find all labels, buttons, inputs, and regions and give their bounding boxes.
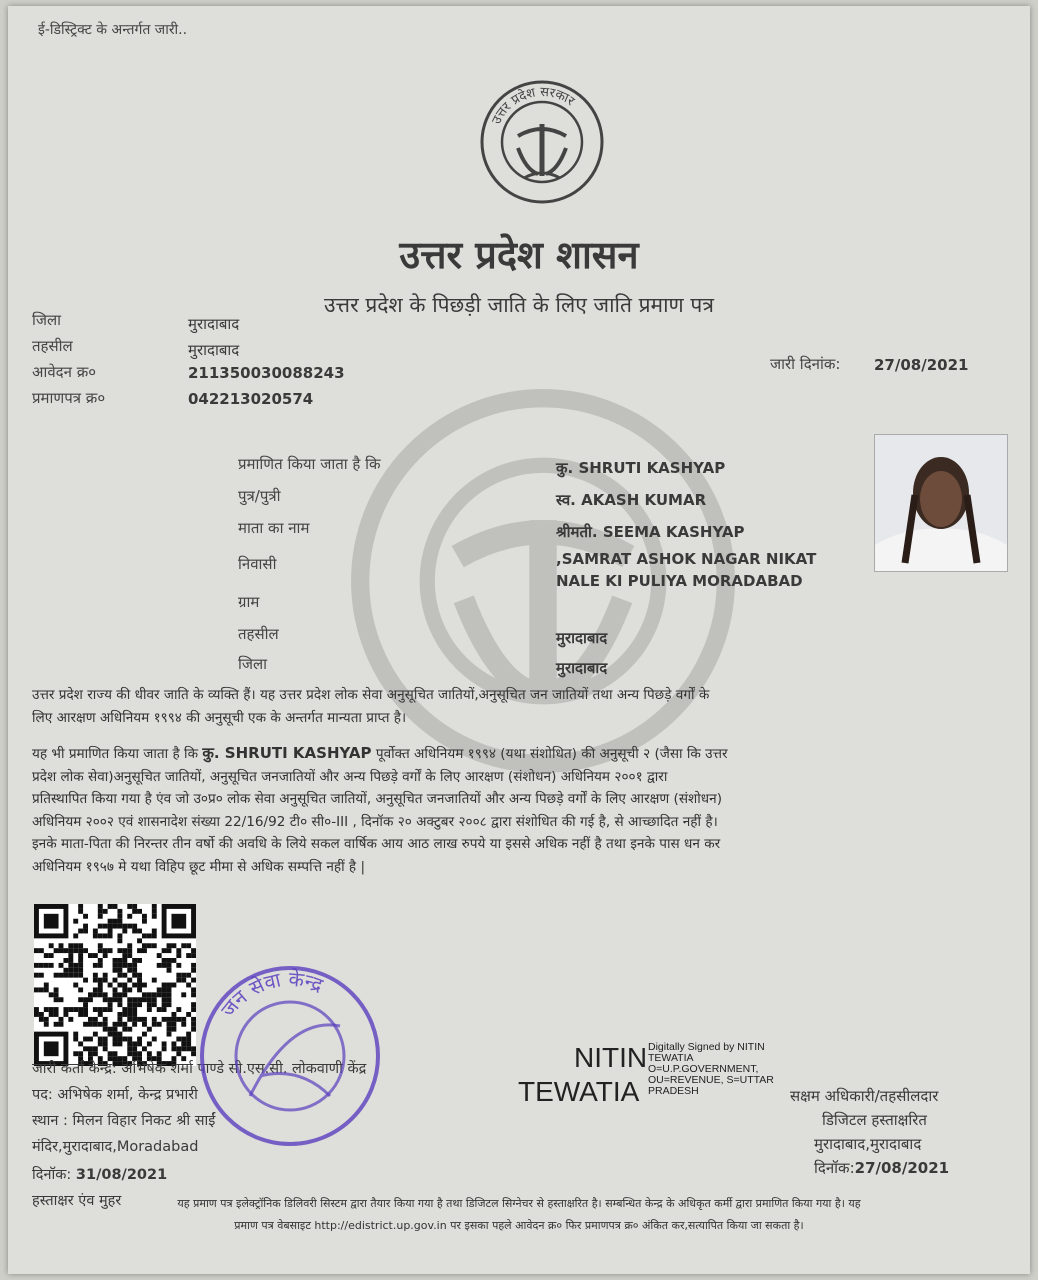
officer-date-value: 27/08/2021 (854, 1159, 950, 1177)
resident-label: निवासी (238, 555, 277, 573)
digital-signature-details: Digitally Signed by NITIN TEWATIA O=U.P.GOVERNMENT, OU=REVENUE, S=UTTAR PRADESH (648, 1041, 774, 1097)
qr-code (34, 904, 196, 1066)
district-label: जिला (32, 311, 62, 329)
application-value: 211350030088243 (188, 364, 345, 382)
person-name: कु. SHRUTI KASHYAP (556, 459, 726, 477)
officer-digitally-signed: डिजिटल हस्ताक्षरित (822, 1111, 927, 1129)
details-district-value: मुरादाबाद (556, 659, 608, 677)
tehsil-value: मुरादाबाद (188, 341, 240, 359)
paragraph-certification-line-2: प्रदेश लोक सेवा)अनुसूचित जातियों, अनुसूचित जनजातियों और अन्य पिछड़े वर्गों के लिए आरक्षण (संशोधन) अधिनियम २००१ द्वारा (32, 768, 668, 785)
issuer-place-line-1: स्थान : मिलन विहार निकट श्री साईं (32, 1113, 216, 1129)
tehsil-label: तहसील (32, 337, 73, 355)
district-value: मुरादाबाद (188, 315, 240, 333)
issuer-date-value: 31/08/2021 (75, 1167, 168, 1183)
paragraph-caste-line-2: लिए आरक्षण अधिनियम १९९४ की अनुसूची एक के अन्तर्गत मान्यता प्राप्त है। (32, 709, 407, 726)
cert-post-text: पूर्वोक्त अधिनियम १९९४ (यथा संशोधित) की अनुसूची २ (जैसा कि उत्तर (375, 746, 728, 762)
issuing-centre: जारी कर्ता केन्द्र: अभिषेक शर्मा पाण्डे सी.एस.सी. लोकवाणी केंद्र (32, 1061, 367, 1077)
signature-seal-label: हस्ताक्षर एंव मुहर (32, 1193, 122, 1209)
issuer-date (32, 1164, 167, 1184)
issue-date-label: जारी दिनांक: (770, 355, 841, 373)
village-label: ग्राम (238, 593, 260, 611)
svg-text:जन सेवा केन्द्र: जन सेवा केन्द्र (215, 966, 327, 1022)
government-title: उत्तर प्रदेश शासन (399, 232, 639, 277)
address-line-2: NALE KI PULIYA MORADABAD (556, 572, 803, 590)
parent-label: पुत्र/पुत्री (238, 487, 281, 505)
footer-line-1: यह प्रमाण पत्र इलेक्ट्रॉनिक डिलिवरी सिस्टम द्वारा तैयार किया गया है तथा डिजिटल सिग्नेचर से हस्ताक्षरित है। सम्बन्धित केन्द्र के अधिकृत कर्मी द्वारा प्रमाणित किया गया है। यह (177, 1197, 861, 1210)
paragraph-certification-line-5: इनके माता-पिता की निरन्तर तीन वर्षो की अवधि के लिये सकल वार्षिक आय आठ लाख रुपये या इससे अधिक नहीं है तथा इनके पास धन कर (32, 836, 721, 852)
mother-label: माता का नाम (238, 519, 310, 537)
certificate-page (8, 6, 1030, 1274)
officer-title: सक्षम अधिकारी/तहसीलदार (790, 1087, 939, 1105)
top-note: ई-डिस्ट्रिक्ट के अन्तर्गत जारी.. (38, 22, 188, 38)
paragraph-caste (32, 684, 1017, 729)
issuer-date-label: दिनॉक: (32, 1167, 72, 1183)
paragraph-certification-line-6: अधिनियम १९५७ मे यथा विहिप छूट मीमा से अधिक सम्पत्ति नहीं है | (32, 858, 366, 875)
paragraph-certification-line-3: प्रतिस्थापित किया गया है एंव जो उ०प्र० लोक सेवा अनुसूचित जातियों, अनुसूचित जनजातियों और अन्य पिछड़े वर्गों के लिए आरक्षण (संशोधन) (32, 791, 722, 807)
details-tehsil-value: मुरादाबाद (556, 629, 608, 647)
mother-name: श्रीमती. SEEMA KASHYAP (556, 523, 745, 541)
certificate-title: उत्तर प्रदेश के पिछड़ी जाति के लिए जाति प्रमाण पत्र (324, 293, 714, 317)
paragraph-certification-line-4: अधिनियम २००२ एवं शासनादेश संख्या 22/16/92 टी० सी०-III , दिनॉक २० अक्टुबर २००८ द्वारा संशोधित की गई है, से आच्छादित नहीं है। (32, 813, 718, 830)
signer-name-line-2: TEWATIA (518, 1076, 640, 1107)
officer-date-label: दिनॉक: (814, 1159, 855, 1177)
cert-person-name: कु. SHRUTI KASHYAP (202, 744, 372, 762)
officer-date (814, 1158, 949, 1178)
paragraph-certification-line-1 (32, 742, 1017, 766)
details-tehsil-label: तहसील (238, 625, 279, 643)
issue-date-value: 27/08/2021 (874, 356, 969, 374)
signer-name-line-1: NITIN (574, 1042, 648, 1073)
paragraph-caste-line-1: उत्तर प्रदेश राज्य की धीवर जाति के व्यक्ति हैं। यह उत्तर प्रदेश लोक सेवा अनुसूचित जातियों,अनुसूचित जन जातियों तथा अन्य पिछड़े वर्गों के (32, 687, 710, 703)
certified-label: प्रमाणित किया जाता है कि (238, 455, 381, 473)
certificate-number-label: प्रमाणपत्र क्र० (32, 389, 106, 407)
issuer-place-line-2: मंदिर,मुरादाबाद,Moradabad (32, 1139, 199, 1155)
up-government-emblem (478, 78, 606, 206)
paragraph-certification (32, 742, 1017, 878)
footer-line-2: प्रमाण पत्र वेबसाइट http://edistrict.up.gov.in पर इसका पहले आवेदन क्र० फिर प्रमाणपत्र क्र० अंकित कर,सत्यापित किया जा सकता है। (234, 1219, 804, 1232)
svg-text:उत्तर प्रदेश सरकार: उत्तर प्रदेश सरकार (489, 84, 578, 127)
address-line-1: ,SAMRAT ASHOK NAGAR NIKAT (556, 550, 817, 568)
issuer-post: पद: अभिषेक शर्मा, केन्द्र प्रभारी (32, 1087, 198, 1103)
officer-place: मुरादाबाद,मुरादाबाद (814, 1135, 922, 1153)
details-district-label: जिला (238, 655, 268, 673)
application-label: आवेदन क्र० (32, 363, 97, 381)
certificate-number-value: 042213020574 (188, 390, 314, 408)
centre-rubber-stamp (190, 956, 390, 1156)
applicant-photo (874, 434, 1008, 572)
parent-name: स्व. AKASH KUMAR (556, 491, 707, 509)
cert-pre-text: यह भी प्रमाणित किया जाता है कि (32, 746, 199, 762)
